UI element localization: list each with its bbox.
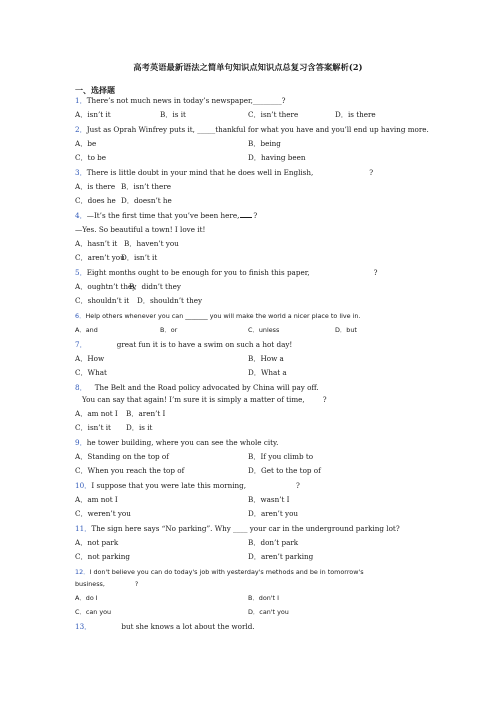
option-b[interactable]: B．being [248, 139, 281, 148]
question-5-options-row2 [0, 296, 496, 306]
question-11 [75, 524, 400, 534]
question-number: 2． [75, 125, 87, 134]
question-number: 11． [75, 524, 92, 533]
option-a[interactable]: A．am not I [75, 409, 118, 418]
question-4-reply: —Yes. So beautiful a town! I love it! [75, 225, 206, 234]
question-6 [75, 311, 361, 321]
option-a[interactable]: A．not park [75, 538, 119, 547]
option-c[interactable]: C．isn’t it [75, 423, 111, 432]
option-d[interactable]: D．What a [248, 368, 287, 377]
question-number: 7． [75, 340, 87, 349]
question-number: 8． [75, 383, 87, 392]
question-text: —It’s the first time that you’ve been here, [86, 211, 240, 220]
reply-text: You can say that again! I’m sure it is simply a matter of time, [82, 395, 305, 404]
question-7 [75, 340, 292, 350]
option-b[interactable]: B．aren’t I [126, 409, 166, 418]
option-d[interactable]: D．is it [126, 423, 153, 432]
question-number: 5． [75, 268, 87, 277]
option-b[interactable]: B．isn’t there [121, 182, 172, 191]
question-12-options-row2 [0, 607, 496, 617]
question-number: 4． [75, 211, 87, 220]
question-4 [75, 211, 257, 221]
question-10-options-row2 [0, 509, 496, 519]
option-d[interactable]: D．isn’t it [121, 253, 158, 262]
answer-blank [240, 211, 252, 218]
option-b[interactable]: B．is it [160, 110, 186, 119]
option-c[interactable]: C．shouldn’t it [75, 296, 130, 305]
question-5 [75, 268, 377, 278]
question-4-options-row2 [0, 253, 496, 263]
question-8 [75, 383, 319, 393]
question-8-options-row2 [0, 423, 496, 433]
option-d[interactable]: D．is there [335, 110, 376, 119]
question-13 [75, 622, 255, 632]
question-text: great fun it is to have a swim on such a hot day! [116, 340, 293, 349]
question-10 [75, 481, 300, 491]
question-11-options-row2 [0, 552, 496, 562]
option-b[interactable]: B．didn’t they [129, 282, 181, 291]
question-number: 9． [75, 438, 87, 447]
question-1-options [0, 110, 496, 120]
option-a[interactable]: A．do I [75, 594, 98, 602]
question-number: 13． [75, 622, 92, 631]
question-2-options-row1 [0, 139, 496, 149]
option-a[interactable]: A．hasn’t it [75, 239, 118, 248]
option-a[interactable]: A．is there [75, 182, 116, 191]
option-c[interactable]: C．to be [75, 153, 107, 162]
question-9-options-row1 [0, 452, 496, 462]
option-c[interactable]: C．isn’t there [248, 110, 299, 119]
question-2 [75, 125, 429, 135]
option-d[interactable]: D．shouldn’t they [137, 296, 203, 305]
question-12 [75, 567, 364, 577]
question-12-continuation [75, 579, 138, 589]
option-d[interactable]: D．doesn’t he [121, 196, 172, 205]
question-number: 1． [75, 96, 87, 105]
question-6-options [0, 325, 496, 335]
question-4-options-row1 [0, 239, 496, 249]
question-mark: ? [253, 211, 258, 220]
question-3-options-row2 [0, 196, 496, 206]
option-c[interactable]: C．What [75, 368, 107, 377]
page-title: 高考英语最新语法之简单句知识点知识点总复习含答案解析(2) [133, 62, 363, 72]
question-text: he tower building, where you can see the whole city. [86, 438, 279, 447]
question-7-options-row2 [0, 368, 496, 378]
question-text: Eight months ought to be enough for you to finish this paper, [86, 268, 310, 277]
option-a[interactable]: A．am not I [75, 495, 118, 504]
option-c[interactable]: C．does he [75, 196, 116, 205]
option-d[interactable]: D．but [335, 326, 357, 334]
question-number: 12． [75, 568, 90, 576]
question-9-options-row2 [0, 466, 496, 476]
continuation-text: business, [75, 580, 105, 588]
option-b[interactable]: B．or [160, 326, 178, 334]
option-b[interactable]: B．If you climb to [248, 452, 314, 461]
option-d[interactable]: D．Get to the top of [248, 466, 321, 475]
question-3-options-row1 [0, 182, 496, 192]
option-b[interactable]: B．haven’t you [124, 239, 179, 248]
option-b[interactable]: B．don’t park [248, 538, 299, 547]
option-a[interactable]: A．and [75, 326, 98, 334]
question-8-options-row1 [0, 409, 496, 419]
option-d[interactable]: D．can't you [248, 608, 289, 616]
question-text: I suppose that you were late this morning, [91, 481, 247, 490]
question-12-options-row1 [0, 593, 496, 603]
question-3 [75, 168, 373, 178]
option-a[interactable]: A．Standing on the top of [75, 452, 169, 461]
question-mark: ? [373, 268, 378, 277]
question-9 [75, 438, 278, 448]
question-1 [75, 96, 286, 106]
option-a[interactable]: A．isn’t it [75, 110, 111, 119]
question-text: The sign here says “No parking”. Why ____ your car in the underground parking lot? [91, 524, 400, 533]
option-a[interactable]: A．How [75, 354, 105, 363]
question-mark: ? [322, 395, 327, 404]
question-text: Help others whenever you can _______ you will make the world a nicer place to live in. [85, 312, 361, 320]
question-text: I don't believe you can do today's job with yesterday's methods and be in tomorrow's [89, 568, 364, 576]
question-text: There’s not much news in today’s newspaper,________? [86, 96, 286, 105]
question-2-options-row2 [0, 153, 496, 163]
option-b[interactable]: B．wasn’t I [248, 495, 290, 504]
question-7-options-row1 [0, 354, 496, 364]
question-number: 6． [75, 312, 86, 320]
question-5-options-row1 [0, 282, 496, 292]
question-text: There is little doubt in your mind that he does well in English, [86, 168, 314, 177]
option-c[interactable]: C．aren’t you [75, 253, 125, 262]
question-11-options-row1 [0, 538, 496, 548]
question-text: but she knows a lot about the world. [121, 622, 255, 631]
option-c[interactable]: C．unless [248, 326, 280, 334]
option-c[interactable]: C．can you [75, 608, 112, 616]
question-10-options-row1 [0, 495, 496, 505]
option-a[interactable]: A．be [75, 139, 97, 148]
option-c[interactable]: C．When you reach the top of [75, 466, 185, 475]
option-c[interactable]: C．weren’t you [75, 509, 131, 518]
option-b[interactable]: B．How a [248, 354, 284, 363]
question-number: 10． [75, 481, 92, 490]
option-d[interactable]: D．having been [248, 153, 306, 162]
option-d[interactable]: D．aren’t parking [248, 552, 314, 561]
option-d[interactable]: D．aren’t you [248, 509, 299, 518]
question-text: Just as Oprah Winfrey puts it, _____thankful for what you have and you’ll end up having more. [86, 125, 429, 134]
option-c[interactable]: C．not parking [75, 552, 131, 561]
question-mark: ? [134, 580, 139, 588]
question-number: 3． [75, 168, 87, 177]
option-b[interactable]: B．don't I [248, 594, 279, 602]
question-8-reply [82, 395, 327, 405]
question-mark: ? [296, 481, 300, 490]
option-a[interactable]: A．oughtn’t they [75, 282, 137, 291]
section-heading: 一、选择题 [75, 85, 115, 95]
question-text: The Belt and the Road policy advocated by China will pay off. [94, 383, 319, 392]
question-mark: ? [369, 168, 374, 177]
